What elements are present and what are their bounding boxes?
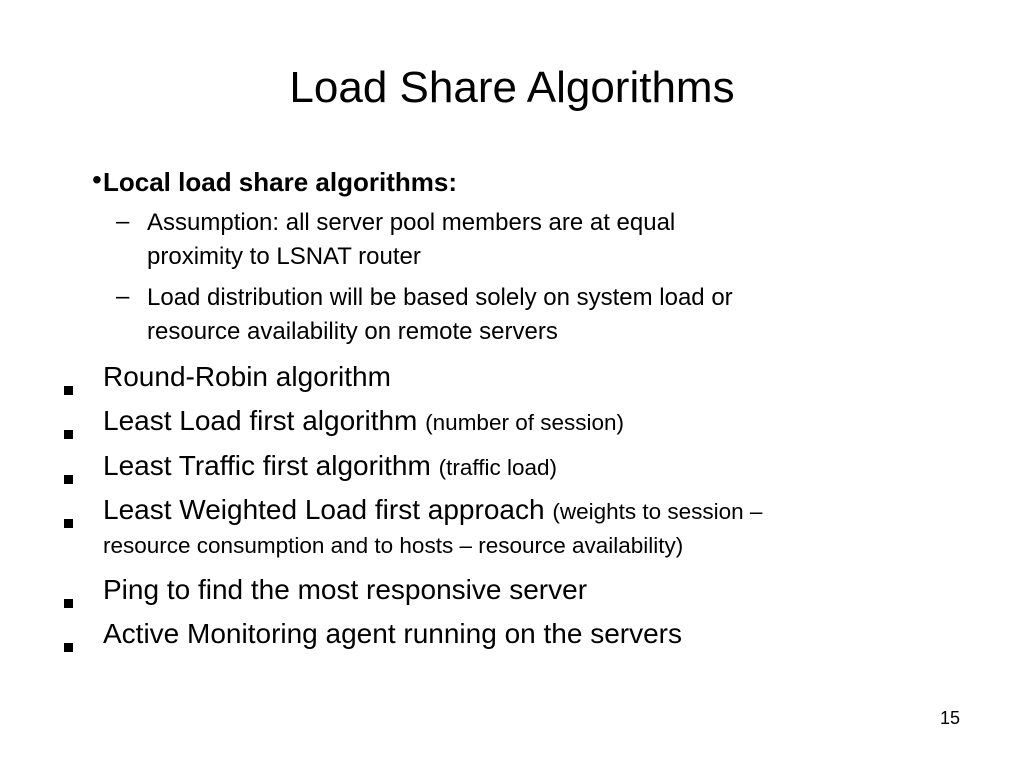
bullet-dot-icon: • [92,164,102,195]
sub-bullet-line: Assumption: all server pool members are at equal [147,209,676,236]
list-item-text: Active Monitoring agent running on the servers [103,618,682,649]
list-item-text: Ping to find the most responsive server [103,574,588,605]
slide-title: Load Share Algorithms [289,63,735,112]
list-item-text: Least Load first algorithm (number of session) [103,405,625,436]
page-number: 15 [940,708,961,728]
list-item-note: (traffic load) [438,455,557,480]
square-bullet-icon [64,504,73,535]
square-bullet-icon [64,460,73,491]
list-item-text: Least Weighted Load first approach (weights to session – resource consumption and to hosts – resource availability) [103,494,762,564]
list-item-text: Round-Robin algorithm [103,361,391,392]
sub-bullet-line: proximity to LSNAT router [147,243,421,270]
dash-icon: – [116,208,130,235]
list-item-note: (weights to session – [552,499,763,524]
square-bullet-icon [64,371,73,402]
square-bullet-icon [64,415,73,446]
sub-bullet-line: Load distribution will be based solely on system load or [147,284,733,311]
dash-icon: – [116,283,130,310]
square-bullet-icon [64,628,73,659]
list-item-note: (number of session) [425,410,625,435]
list-item-note-continued: resource consumption and to hosts – resource availability) [103,533,684,558]
square-bullet-icon [64,584,73,615]
list-item-text: Least Traffic first algorithm (traffic load) [103,450,557,481]
main-bullet-text: Local load share algorithms: [103,167,457,197]
sub-bullet-line: resource availability on remote servers [147,318,558,345]
